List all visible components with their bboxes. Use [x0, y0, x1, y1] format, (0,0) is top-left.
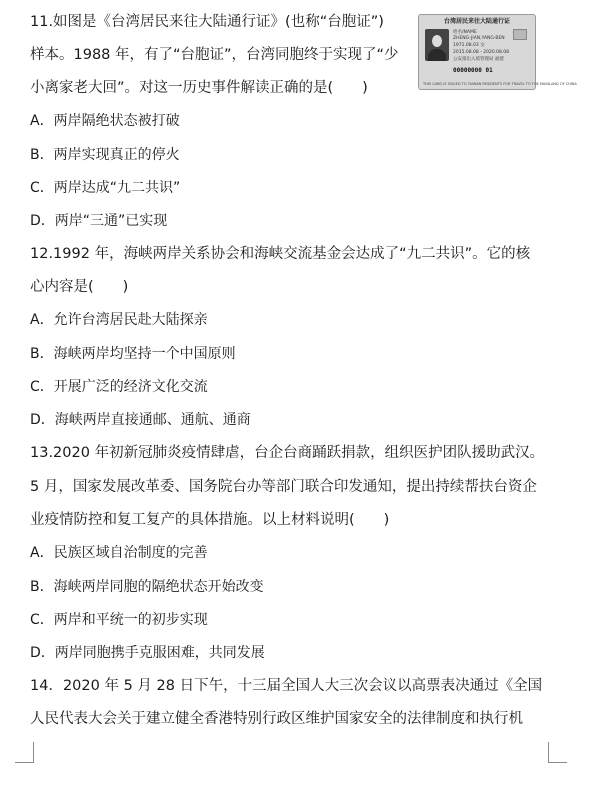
option-13d: D．两岸同胞携手克服困难，共同发展 — [30, 645, 265, 661]
card-row-4: 2015.08.08 - 2020.08.08 — [453, 50, 510, 55]
question-13-line-3: 业疫情防控和复工复产的具体措施。以上材料说明( ) — [30, 512, 390, 528]
option-13c: C．两岸和平统一的初步实现 — [30, 612, 208, 628]
card-row-3: 1971.08.03 女 — [453, 43, 485, 48]
option-12d: D．海峡两岸直接通邮、通航、通商 — [30, 412, 251, 428]
question-11-line-1: 11.如图是《台湾居民来往大陆通行证》(也称“台胞证”) — [30, 14, 384, 30]
question-11-line-3: 小离家老大回”。对这一历史事件解读正确的是( ) — [30, 80, 368, 96]
card-row-5: 公安部出入境管理局 福建 — [453, 57, 504, 62]
taiwan-compatriot-permit-image — [418, 14, 577, 90]
card-number: 00000000 01 — [453, 67, 493, 74]
option-11c: C．两岸达成“九二共识” — [30, 180, 181, 196]
question-12-line-1: 12.1992 年，海峡两岸关系协会和海峡交流基金会达成了“九二共识”。它的核 — [30, 246, 531, 262]
portrait-face — [432, 35, 442, 47]
option-12a: A．允许台湾居民赴大陆探亲 — [30, 312, 208, 328]
question-13-line-2: 5 月，国家发展改革委、国务院台办等部门联合印发通知，提出持续帮扶台资企 — [30, 479, 537, 495]
page-corner-mark-left — [15, 742, 34, 763]
question-14-line-1: 14．2020 年 5 月 28 日下午，十三届全国人大三次会议以高票表决通过《全国 — [30, 678, 543, 694]
card-footer: THIS CARD IS ISSUED TO TAIWAN RESIDENTS FOR TRAVEL TO THE MAINLAND OF CHINA — [423, 82, 577, 86]
portrait-photo — [425, 29, 449, 61]
option-12b: B．海峡两岸均坚持一个中国原则 — [30, 346, 236, 362]
question-14-line-2: 人民代表大会关于建立健全香港特别行政区维护国家安全的法律制度和执行机 — [30, 711, 523, 727]
portrait-shoulders — [428, 49, 446, 61]
question-11-line-2: 样本。1988 年，有了“台胞证”，台湾同胞终于实现了“少 — [30, 47, 399, 63]
option-11b: B．两岸实现真正的停火 — [30, 147, 180, 163]
card-row-2: ZHENG-JIAN,YANG-BEN — [453, 36, 505, 41]
question-13-line-1: 13.2020 年初新冠肺炎疫情肆虐，台企台商踊跃捐款，组织医护团队援助武汉。 — [30, 445, 545, 461]
option-12c: C．开展广泛的经济文化交流 — [30, 379, 208, 395]
page-corner-mark-right — [548, 742, 567, 763]
option-11d: D．两岸“三通”已实现 — [30, 213, 168, 229]
question-12-line-2: 心内容是( ) — [30, 279, 129, 295]
option-13a: A．民族区域自治制度的完善 — [30, 545, 208, 561]
option-11a: A．两岸隔绝状态被打破 — [30, 113, 180, 129]
option-13b: B．海峡两岸同胞的隔绝状态开始改变 — [30, 579, 264, 595]
card-title: 台湾居民来往大陆通行证 — [443, 18, 510, 25]
card-row-1: 姓名/NAME — [453, 30, 477, 35]
card-chip-icon — [513, 29, 527, 40]
